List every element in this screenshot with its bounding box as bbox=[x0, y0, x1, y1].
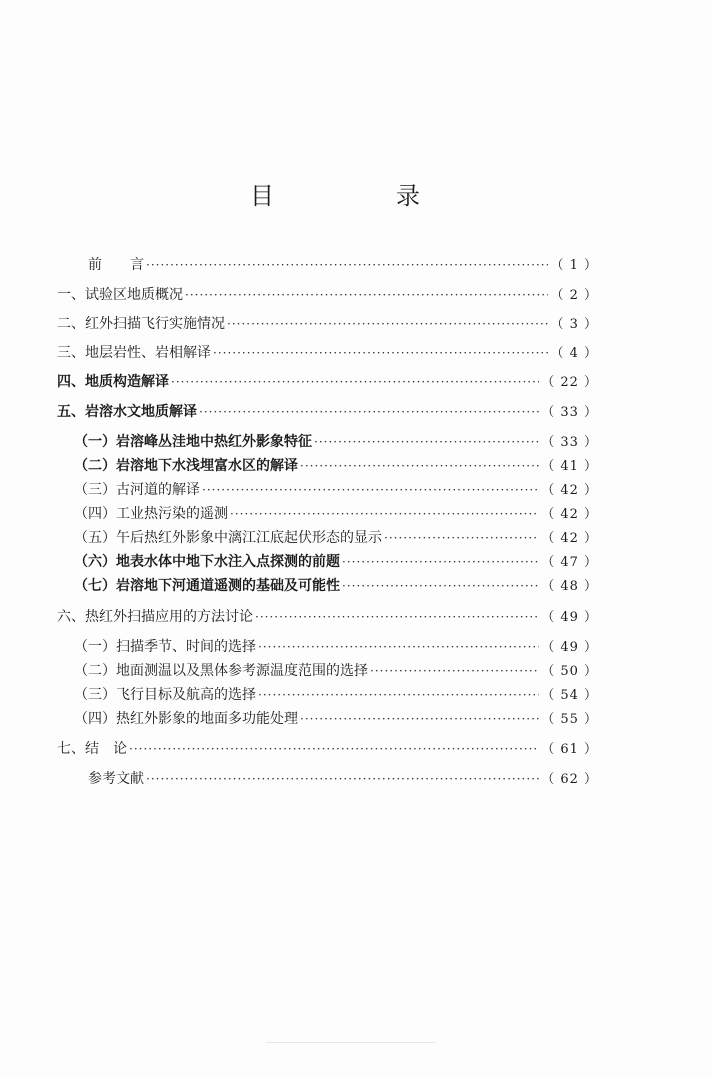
toc-entry-chapter-6 bbox=[57, 608, 598, 627]
toc-entry-label: 二、红外扫描飞行实施情况 bbox=[57, 316, 225, 332]
toc-page-number: （ 42 ） bbox=[541, 483, 598, 498]
toc-entry-section-5-2 bbox=[74, 457, 598, 476]
toc-page-number: （ 1 ） bbox=[550, 258, 598, 273]
toc-leader-dots bbox=[300, 710, 539, 728]
toc-page-number: （ 47 ） bbox=[541, 555, 598, 570]
toc-entry-label: （四）热红外影象的地面多功能处理 bbox=[74, 711, 298, 727]
toc-leader-dots bbox=[171, 373, 539, 391]
toc-entry-label: （二）岩溶地下水浅埋富水区的解译 bbox=[74, 458, 298, 474]
toc-entry-section-6-3 bbox=[74, 686, 598, 705]
toc-leader-dots bbox=[384, 529, 539, 547]
toc-leader-dots bbox=[129, 740, 539, 758]
toc-entry-section-5-5 bbox=[74, 529, 598, 548]
toc-page-number: （ 48 ） bbox=[541, 579, 598, 594]
toc-entry-section-5-7 bbox=[74, 577, 598, 596]
toc-entry-section-6-1 bbox=[74, 638, 598, 657]
toc-entry-label: 参考文献 bbox=[88, 771, 144, 787]
toc-entry-label: 三、地层岩性、岩相解译 bbox=[57, 345, 211, 361]
toc-leader-dots bbox=[213, 344, 548, 362]
toc-entry-chapter-7 bbox=[57, 740, 598, 759]
toc-leader-dots bbox=[146, 770, 539, 788]
toc-page-number: （ 42 ） bbox=[541, 507, 598, 522]
toc-leader-dots bbox=[342, 577, 539, 595]
toc-leader-dots bbox=[258, 638, 539, 656]
toc-leader-dots bbox=[199, 403, 539, 421]
toc-entry-label: （三）古河道的解译 bbox=[74, 482, 200, 498]
toc-leader-dots bbox=[202, 481, 539, 499]
toc-entry-section-6-4 bbox=[74, 710, 598, 729]
toc-entry-label: 前 言 bbox=[88, 257, 144, 273]
toc-entry-label: （四）工业热污染的遥测 bbox=[74, 506, 228, 522]
toc-page-number: （ 49 ） bbox=[541, 610, 598, 625]
toc-page-number: （ 54 ） bbox=[541, 688, 598, 703]
toc-entry-label: （六）地表水体中地下水注入点探测的前题 bbox=[74, 554, 340, 570]
toc-page-number: （ 41 ） bbox=[541, 459, 598, 474]
toc-entry-references bbox=[88, 770, 598, 789]
toc-entry-chapter-5 bbox=[57, 403, 598, 422]
toc-leader-dots bbox=[185, 286, 548, 304]
toc-entry-section-5-6 bbox=[74, 553, 598, 572]
toc-leader-dots bbox=[258, 686, 539, 704]
toc-page-number: （ 49 ） bbox=[541, 640, 598, 655]
toc-page-number: （ 62 ） bbox=[541, 772, 598, 787]
toc-entry-section-6-2 bbox=[74, 662, 598, 681]
toc-entry-chapter-3 bbox=[57, 344, 598, 363]
toc-page-number: （ 33 ） bbox=[541, 435, 598, 450]
toc-entry-preface bbox=[88, 256, 598, 275]
toc-page-number: （ 2 ） bbox=[550, 288, 598, 303]
toc-entry-section-5-1 bbox=[74, 433, 598, 452]
toc-entry-section-5-3 bbox=[74, 481, 598, 500]
toc-leader-dots bbox=[342, 553, 539, 571]
toc-entry-chapter-4 bbox=[57, 373, 598, 392]
toc-page-number: （ 42 ） bbox=[541, 531, 598, 546]
toc-entry-label: （三）飞行目标及航高的选择 bbox=[74, 687, 256, 703]
toc-entry-label: （五）午后热红外影象中漓江江底起伏形态的显示 bbox=[74, 530, 382, 546]
toc-entry-chapter-2 bbox=[57, 315, 598, 334]
scan-artifact-line bbox=[266, 1042, 436, 1043]
toc-page-number: （ 4 ） bbox=[550, 346, 598, 361]
title-char-left: 目 bbox=[250, 182, 274, 210]
toc-leader-dots bbox=[314, 433, 539, 451]
toc-leader-dots bbox=[255, 608, 539, 626]
toc-entry-label: 五、岩溶水文地质解译 bbox=[57, 404, 197, 420]
toc-entry-section-5-4 bbox=[74, 505, 598, 524]
toc-leader-dots bbox=[370, 662, 539, 680]
toc-leader-dots bbox=[230, 505, 539, 523]
toc-leader-dots bbox=[227, 315, 548, 333]
toc-entry-label: 四、地质构造解译 bbox=[57, 374, 169, 390]
toc-page-number: （ 22 ） bbox=[541, 375, 598, 390]
toc-leader-dots bbox=[300, 457, 539, 475]
title-char-right: 录 bbox=[396, 182, 420, 210]
toc-entry-label: （七）岩溶地下河通道遥测的基础及可能性 bbox=[74, 578, 340, 594]
toc-page-number: （ 50 ） bbox=[541, 664, 598, 679]
toc-entry-label: 六、热红外扫描应用的方法讨论 bbox=[57, 609, 253, 625]
toc-page-number: （ 55 ） bbox=[541, 712, 598, 727]
toc-leader-dots bbox=[146, 256, 548, 274]
toc-entry-label: （一）岩溶峰丛洼地中热红外影象特征 bbox=[74, 434, 312, 450]
toc-page-number: （ 61 ） bbox=[541, 742, 598, 757]
toc-entry-label: （二）地面测温以及黑体参考源温度范围的选择 bbox=[74, 663, 368, 679]
toc-entry-chapter-1 bbox=[57, 286, 598, 305]
toc-entry-label: （一）扫描季节、时间的选择 bbox=[74, 639, 256, 655]
toc-entry-label: 一、试验区地质概况 bbox=[57, 287, 183, 303]
toc-page-number: （ 3 ） bbox=[550, 317, 598, 332]
toc-entry-label: 七、结 论 bbox=[57, 741, 127, 757]
toc-page-number: （ 33 ） bbox=[541, 405, 598, 420]
